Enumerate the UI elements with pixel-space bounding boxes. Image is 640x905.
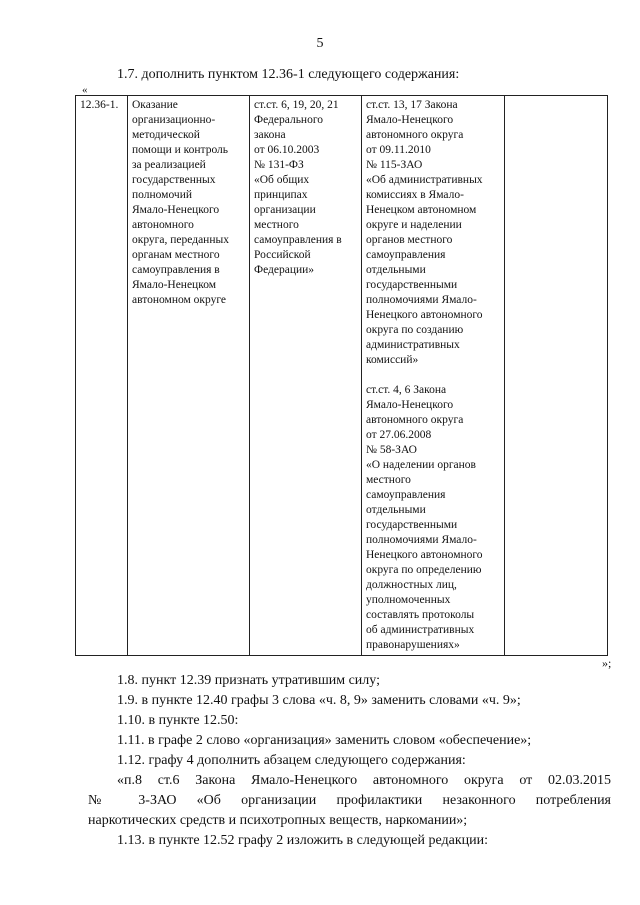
- col4a-line: самоуправления: [366, 249, 446, 261]
- col4a-line: комиссий»: [366, 354, 419, 366]
- col4a-line: автономного округа: [366, 129, 464, 141]
- col3-line: закона: [254, 129, 286, 141]
- col4a-line: от 09.11.2010: [366, 144, 431, 156]
- amendment-table: [75, 95, 608, 656]
- cell-federal-law: [250, 96, 362, 656]
- col4a-line: ст.ст. 13, 17 Закона: [366, 99, 458, 111]
- col3-line: самоуправления в: [254, 234, 342, 246]
- col2-line: самоуправления в: [132, 264, 220, 276]
- col4b-line: № 58-ЗАО: [366, 444, 417, 456]
- col3-line: Федерального: [254, 114, 324, 126]
- col4a-line: отдельными: [366, 264, 426, 276]
- col4b-line: полномочиями Ямало-: [366, 534, 477, 546]
- col4b-line: Ненецкого автономного: [366, 549, 483, 561]
- col2-line: помощи и контроль: [132, 144, 229, 156]
- col2-line: округа, переданных: [132, 234, 229, 246]
- col3-line: Федерации»: [254, 264, 315, 276]
- col4b-line: местного: [366, 474, 411, 486]
- table-row: [76, 96, 608, 656]
- col3-line: принципах: [254, 189, 308, 201]
- col4b-line: автономного округа: [366, 414, 464, 426]
- page-number: 5: [316, 36, 324, 51]
- col2-line: государственных: [132, 174, 216, 186]
- col2-line: методической: [132, 129, 200, 141]
- col4a-line: округа по созданию: [366, 324, 464, 336]
- cell-number: 12.36-1.: [76, 96, 128, 656]
- quote-open-mark: «: [82, 84, 88, 96]
- col4a-line: «Об административных: [366, 174, 483, 186]
- item-1-10: 1.10. в пункте 12.50:: [117, 713, 239, 728]
- col4a-line: государственными: [366, 279, 458, 291]
- col4b-line: правонарушениях»: [366, 639, 460, 651]
- col4a-line: административных: [366, 339, 460, 351]
- intro-paragraph: 1.7. дополнить пунктом 12.36-1 следующего содержания:: [117, 67, 460, 82]
- quote-line-2: № 3-ЗАО «Об организации профилактики незаконного потребления: [88, 793, 611, 808]
- col4a-line: Ненецком автономном: [366, 204, 477, 216]
- col4b-line: самоуправления: [366, 489, 446, 501]
- item-1-13: 1.13. в пункте 12.52 графу 2 изложить в следующей редакции:: [117, 833, 488, 848]
- col3-line: от 06.10.2003: [254, 144, 320, 156]
- col2-line: органам местного: [132, 249, 220, 261]
- item-1-9: 1.9. в пункте 12.40 графы 3 слова «ч. 8, 9» заменить словами «ч. 9»;: [117, 693, 521, 708]
- quote-line-1: «п.8 ст.6 Закона Ямало-Ненецкого автономного округа от 02.03.2015: [117, 773, 611, 788]
- item-1-12: 1.12. графу 4 дополнить абзацем следующего содержания:: [117, 753, 466, 768]
- col4b-line: от 27.06.2008: [366, 429, 432, 441]
- col3-line: № 131-ФЗ: [254, 159, 304, 171]
- col2-line: Ямало-Ненецкого: [132, 204, 220, 216]
- col4b-line: должностных лиц,: [366, 579, 457, 591]
- col4b-line: Ямало-Ненецкого: [366, 399, 454, 411]
- col2-line: Ямало-Ненецком: [132, 279, 217, 291]
- col4a-line: № 115-ЗАО: [366, 159, 423, 171]
- col4a-line: полномочиями Ямало-: [366, 294, 477, 306]
- item-1-8: 1.8. пункт 12.39 признать утратившим силу;: [117, 673, 380, 688]
- col4b-line: составлять протоколы: [366, 609, 475, 621]
- quote-line-3: наркотических средств и психотропных веществ, наркомании»;: [88, 813, 468, 828]
- col4b-line: «О наделении органов: [366, 459, 476, 471]
- col3-line: ст.ст. 6, 19, 20, 21: [254, 99, 339, 111]
- col2-line: автономном округе: [132, 294, 227, 306]
- col4b-line: об административных: [366, 624, 475, 636]
- quote-close-mark: »;: [602, 656, 612, 670]
- item-1-11: 1.11. в графе 2 слово «организация» заменить словом «обеспечение»;: [117, 733, 532, 748]
- col4a-line: органов местного: [366, 234, 453, 246]
- col4b-line: округа по определению: [366, 564, 482, 576]
- col4b-line: государственными: [366, 519, 458, 531]
- col4b-line: ст.ст. 4, 6 Закона: [366, 384, 447, 396]
- cell-service: [128, 96, 250, 656]
- col3-line: Российской: [254, 249, 311, 261]
- col2-line: полномочий: [132, 189, 192, 201]
- cell-empty: [505, 96, 608, 656]
- col4a-line: комиссиях в Ямало-: [366, 189, 464, 201]
- col4a-line: округе и наделении: [366, 219, 462, 231]
- cell-regional-laws: [362, 96, 505, 656]
- col2-line: Оказание: [132, 99, 178, 111]
- col4b-line: уполномоченных: [366, 594, 451, 606]
- col4a-line: Ямало-Ненецкого: [366, 114, 454, 126]
- col2-line: автономного: [132, 219, 194, 231]
- col2-line: организационно-: [132, 114, 216, 126]
- col4b-line: отдельными: [366, 504, 426, 516]
- col2-line: за реализацией: [132, 159, 206, 171]
- col3-line: «Об общих: [254, 174, 310, 186]
- col3-line: организации: [254, 204, 316, 216]
- col3-line: местного: [254, 219, 299, 231]
- col4a-line: Ненецкого автономного: [366, 309, 483, 321]
